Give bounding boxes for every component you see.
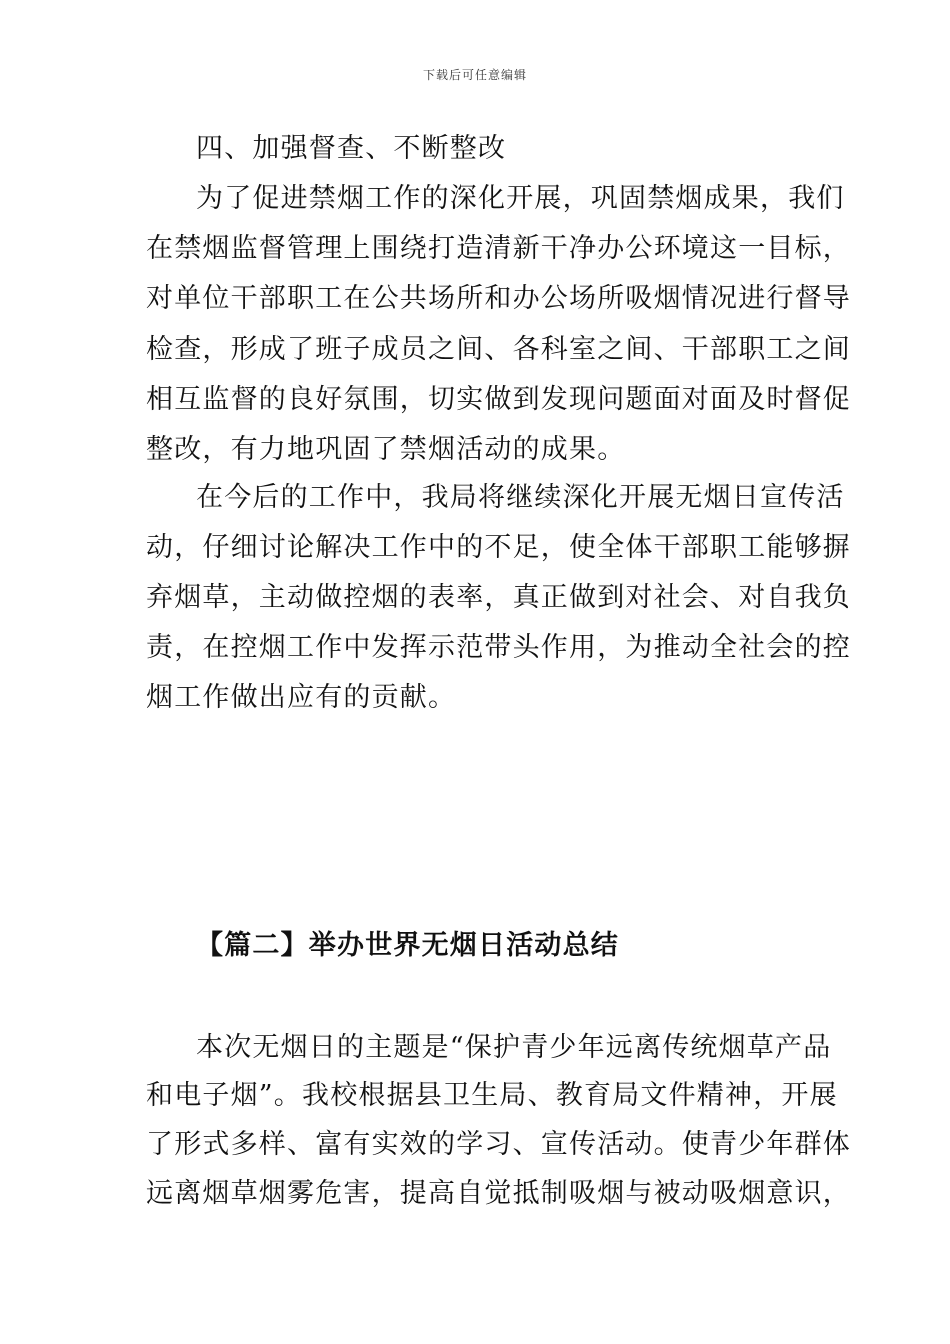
paragraph-line: 整改，有力地巩固了禁烟活动的成果。 xyxy=(146,434,626,465)
paragraph-line: 为了促进禁烟工作的深化开展，巩固禁烟成果，我们 xyxy=(196,183,845,214)
paragraph-line: 责，在控烟工作中发挥示范带头作用，为推动全社会的控 xyxy=(146,632,851,663)
paragraph-line: 在禁烟监督管理上围绕打造清新干净办公环境这一目标， xyxy=(146,233,851,264)
chapter-title: 【篇二】举办世界无烟日活动总结 xyxy=(196,930,619,961)
paragraph-line: 了形式多样、富有实效的学习、宣传活动。使青少年群体 xyxy=(146,1129,851,1160)
paragraph-line: 烟工作做出应有的贡献。 xyxy=(146,682,457,713)
section-heading: 四、加强督查、不断整改 xyxy=(196,133,507,164)
paragraph-line: 在今后的工作中，我局将继续深化开展无烟日宣传活 xyxy=(196,482,845,513)
paragraph-line: 对单位干部职工在公共场所和办公场所吸烟情况进行督导 xyxy=(146,283,851,314)
paragraph-line: 远离烟草烟雾危害，提高自觉抵制吸烟与被动吸烟意识， xyxy=(146,1178,851,1209)
paragraph-line: 弃烟草，主动做控烟的表率，真正做到对社会、对自我负 xyxy=(146,582,851,613)
paragraph-line: 本次无烟日的主题是“保护青少年远离传统烟草产品 xyxy=(196,1032,832,1063)
header-note: 下载后可任意编辑 xyxy=(422,68,527,82)
paragraph-line: 动，仔细讨论解决工作中的不足，使全体干部职工能够摒 xyxy=(146,532,851,563)
paragraph-line: 和电子烟”。我校根据县卫生局、教育局文件精神，开展 xyxy=(146,1080,838,1111)
paragraph-line: 检查，形成了班子成员之间、各科室之间、干部职工之间 xyxy=(146,334,851,365)
paragraph-line: 相互监督的良好氛围，切实做到发现问题面对面及时督促 xyxy=(146,384,851,415)
